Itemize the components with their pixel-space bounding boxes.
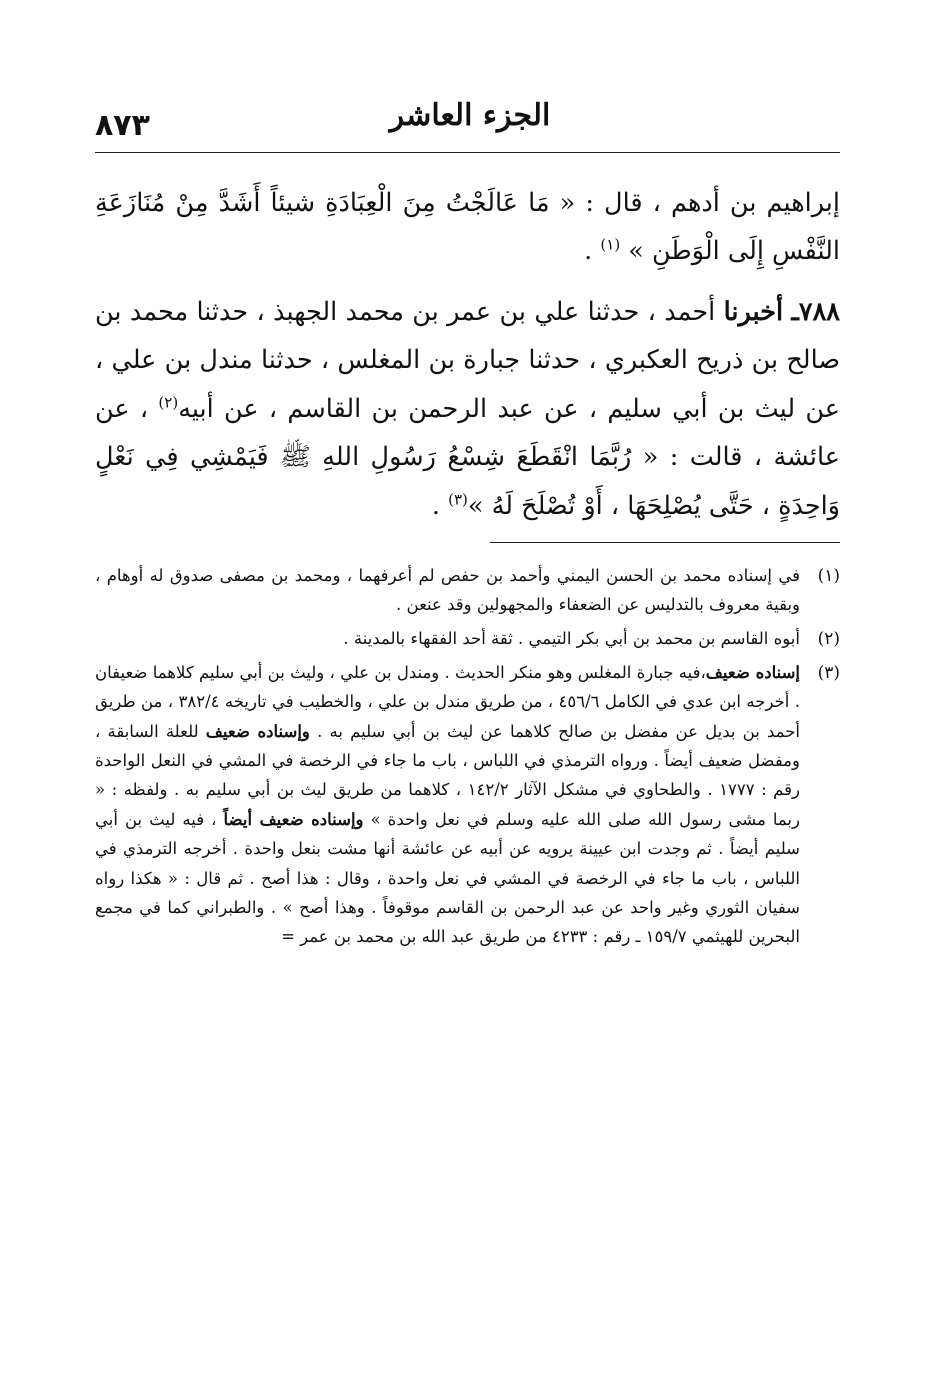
paragraph-end: . [584, 236, 601, 267]
footnotes [95, 561, 840, 952]
running-title: الجزء العاشر [389, 98, 551, 133]
footnote-3 [95, 658, 840, 952]
footnote-mark: (١) [817, 566, 840, 587]
page-header [95, 90, 840, 153]
grading-bold: وإسناده ضعيف [205, 721, 310, 741]
footnote-ref-1: (١) [600, 235, 621, 254]
footnote-mark: (٣) [817, 663, 840, 684]
main-text [95, 179, 840, 530]
grading-bold: إسناده ضعيف [705, 663, 800, 683]
page-number: ٨٧٣ [95, 108, 150, 143]
matn-text: ، عن عائشة ، قالت : « رُبَّمَا انْقَطَعَ شِسْعُ رَسُولِ اللهِ ﷺ فَيَمْشِي فِي نَعْلٍ وَاحِدَةٍ ، حَتَّى يُصْلِحَهَا ، أَوْ تُصْلَحَ لَهُ » [95, 393, 840, 521]
footnote-segment: للعلة السابقة ، ومفضل ضعيف أيضاً . ورواه الترمذي في اللباس ، باب ما جاء في الرخصة في المشي في النعل الواحدة رقم : ١٧٧٧ . والطحاوي في مشكل الآثار ١٤٢/٢ ، كلاهما من طريق ليث بن أبي سليم به . ولفظه : « ربما مشى رسول الله صلى الله عليه وسلم في نعل واحدة » [95, 721, 800, 829]
hadith-number: ٧٨٨ـ [791, 296, 840, 327]
hadith-788 [95, 288, 840, 530]
footnote-separator [490, 542, 840, 543]
footnote-mark: (٢) [817, 628, 840, 649]
page [95, 90, 840, 1290]
footnote-text: أبوه القاسم بن محمد بن أبي بكر التيمي . ثقة أحد الفقهاء بالمدينة . [343, 628, 800, 648]
footnote-ref-3: (٣) [448, 490, 468, 509]
paragraph-text: إبراهيم بن أدهم ، قال : « مَا عَالَجْتُ مِنَ الْعِبَادَةِ شيئاً أَشَدَّ مِنْ مُنَازَعَةِ النَّفْسِ إِلَى الْوَطَنِ » [95, 188, 840, 267]
footnote-1 [95, 561, 840, 620]
footnote-2 [95, 624, 840, 654]
paragraph-end: . [431, 490, 449, 521]
footnote-segment: ، فيه ليث بن أبي سليم أيضاً . ثم وجدت ابن عيينة يرويه عن أبيه عن عائشة أنها مشت بنعل واحدة . أخرجه الترمذي في اللباس ، باب ما جاء في الرخصة في المشي في نعل واحدة ، وقال : هذا أصح . ثم قال : « هكذا رواه سفيان الثوري وغير واحد عن عبد الرحمن بن القاسم موقوفاً . وهذا أصح » . والطبراني كما في مجمع البحرين للهيثمي ١٥٩/٧ ـ رقم : ٤٢٣٣ من طريق عبد الله بن محمد بن عمر = [95, 809, 800, 947]
footnote-text: في إسناده محمد بن الحسن اليمني وأحمد بن حفص لم أعرفهما ، ومحمد بن مصفى صدوق له أوهام ، وبقية معروف بالتدليس عن الضعفاء والمجهولين وقد عنعن . [95, 566, 800, 615]
grading-bold: وإسناده ضعيف أيضاً [223, 809, 364, 829]
isnad-text: أحمد ، حدثنا علي بن عمر بن محمد الجهبذ ، حدثنا محمد بن صالح بن ذريح العكبري ، حدثنا جبارة بن المغلس ، حدثنا مندل بن علي ، عن ليث بن أبي سليم ، عن عبد الرحمن بن القاسم ، عن أبيه [95, 296, 840, 424]
paragraph-continuation [95, 179, 840, 276]
footnote-ref-2: (٢) [158, 393, 179, 412]
akhbarana-word: أخبرنا [723, 296, 784, 327]
footnote-text [95, 658, 800, 952]
footnote-segment: ،فيه جبارة المغلس وهو منكر الحديث . ومندل بن علي ، وليث بن أبي سليم كلاهما ضعيفان . أخرجه ابن عدي في الكامل ٤٥٦/٦ ، من طريق مندل بن علي ، والخطيب في تاريخه ٣٨٢/٤ ، من طريق أحمد بن بديل عن مفضل بن صالح كلاهما عن ليث بن أبي سليم به . [95, 663, 800, 741]
